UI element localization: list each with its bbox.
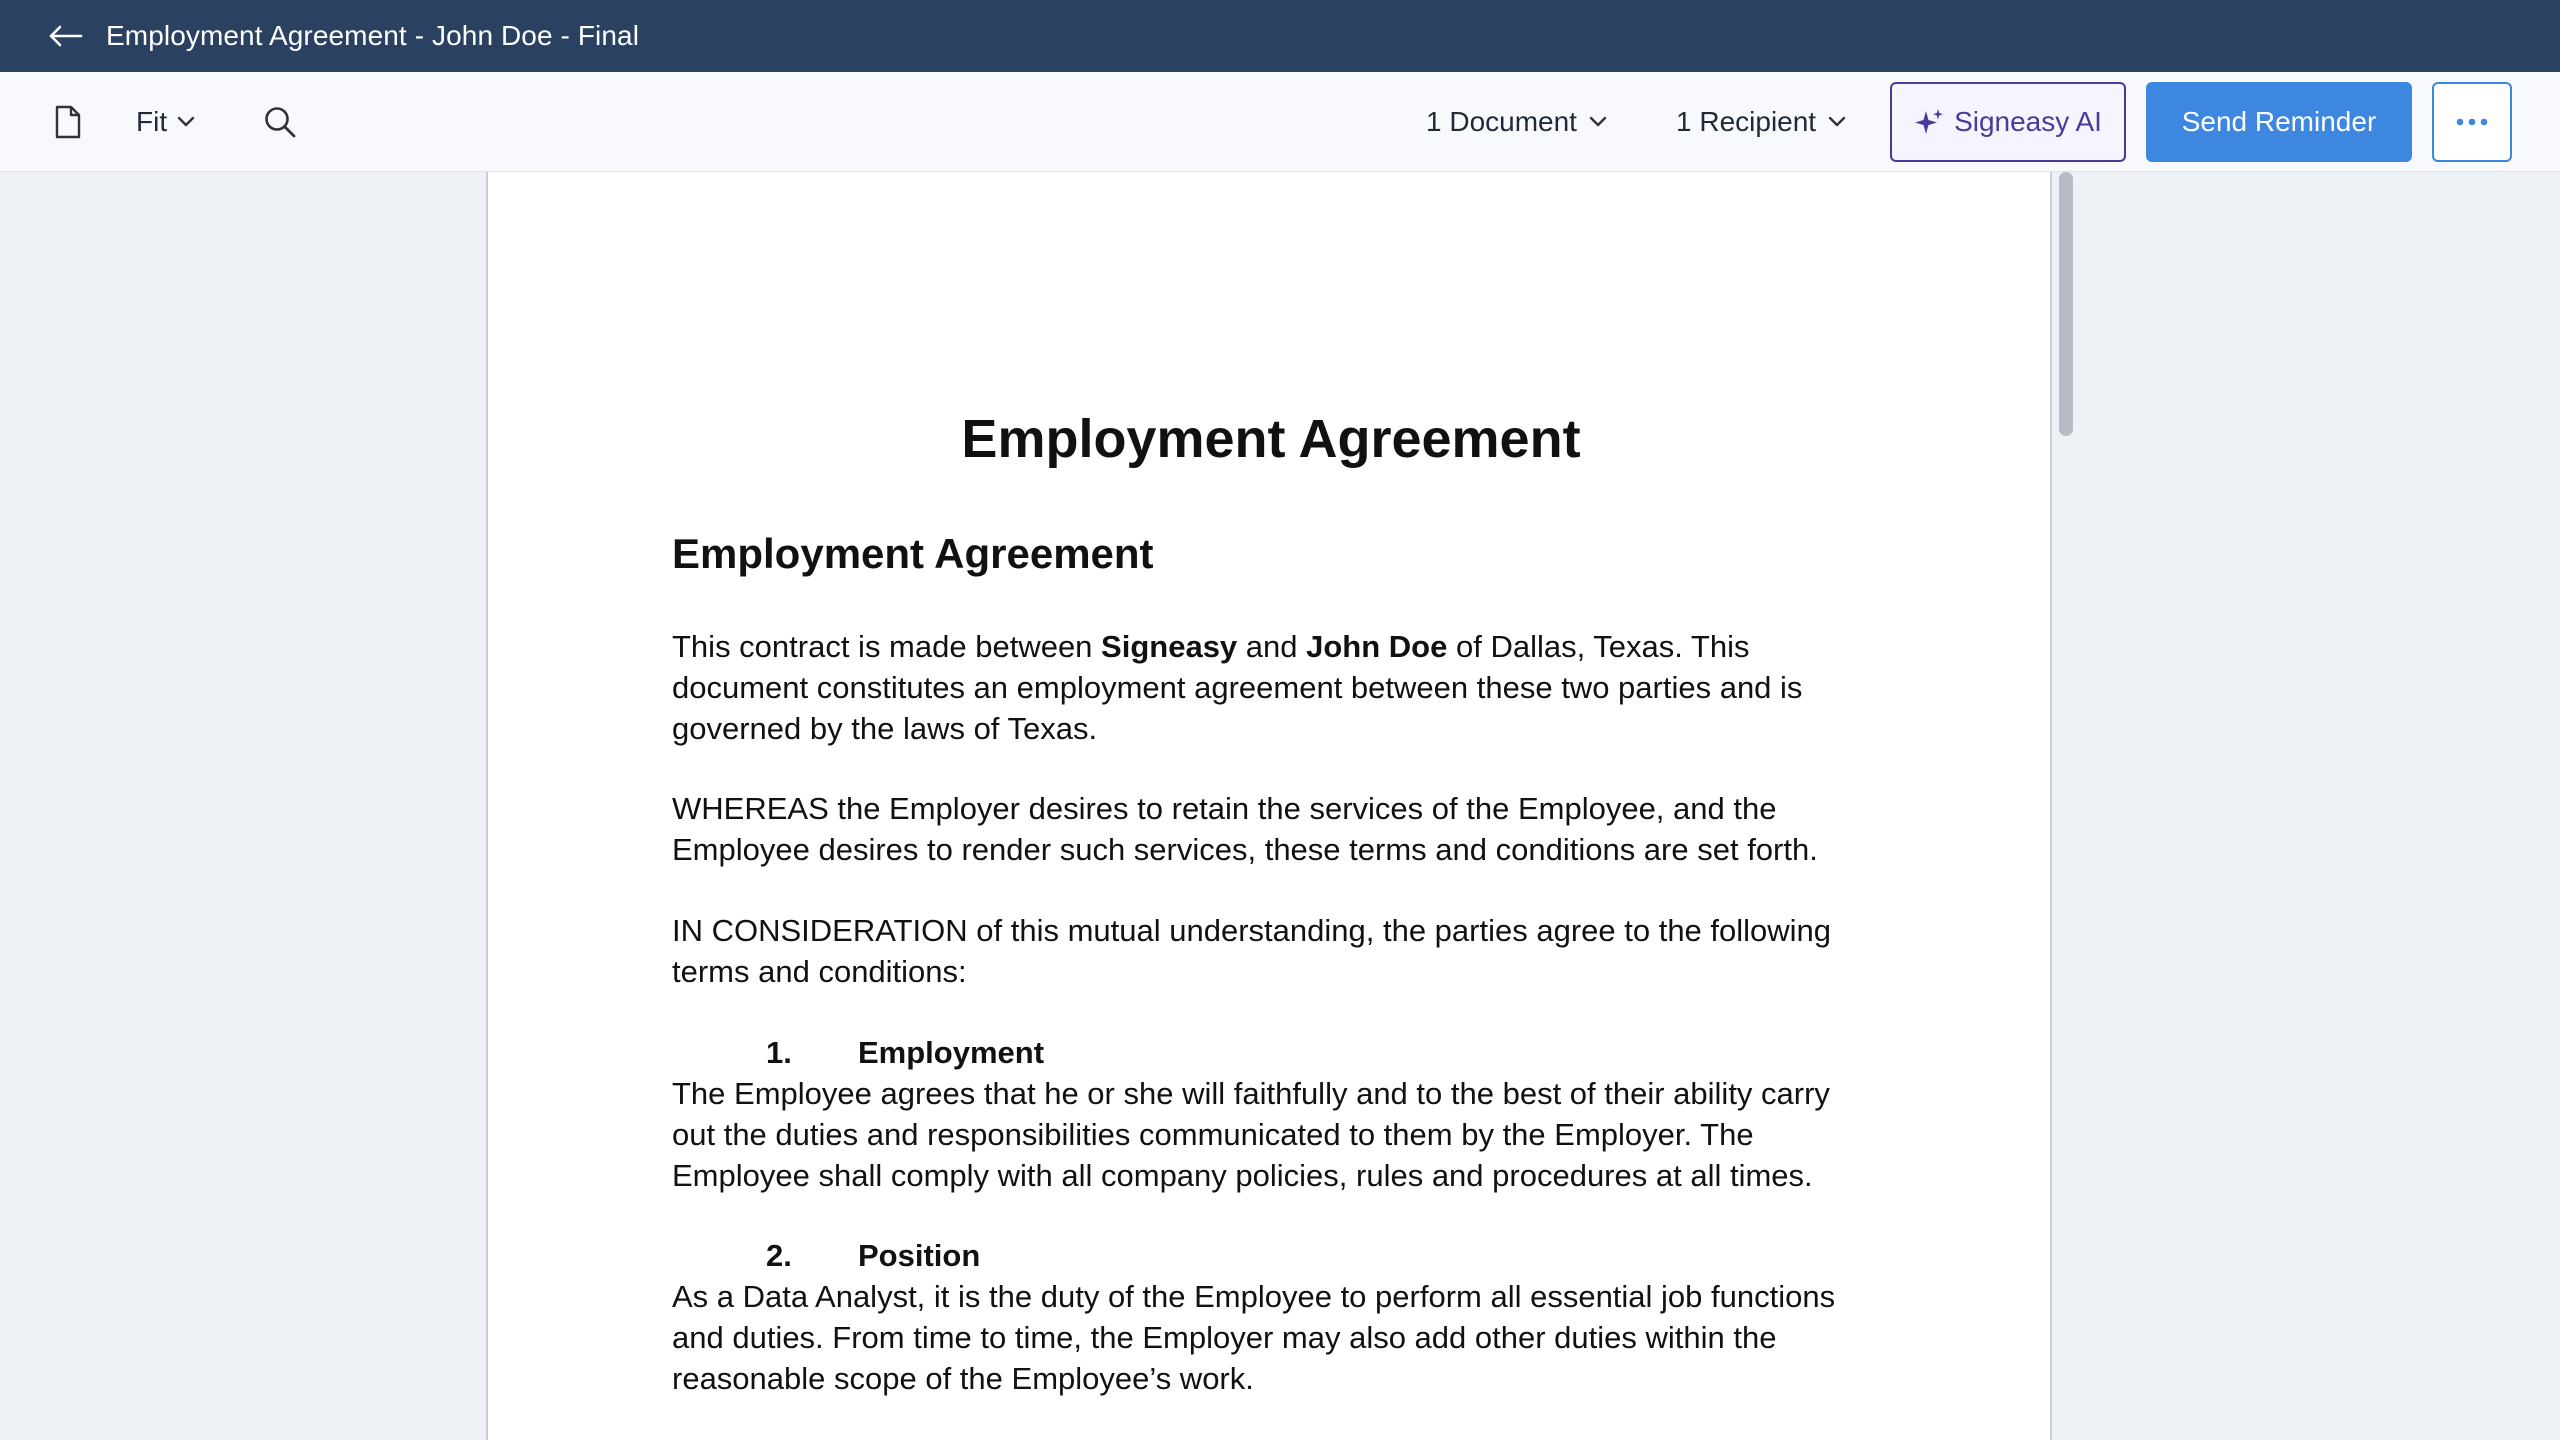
document-page (486, 172, 2052, 1440)
document-viewer[interactable] (0, 172, 2560, 1440)
recipients-label: 1 Recipient (1676, 106, 1817, 137)
title-bar (0, 0, 2560, 72)
signeasy-ai-label: Signeasy AI (1954, 106, 2102, 137)
scrollbar-thumb[interactable] (2059, 172, 2073, 436)
chevron-down-icon (1828, 116, 1846, 128)
section-title: Employment (858, 1035, 1045, 1070)
arrow-left-icon (49, 25, 83, 47)
intro-paragraph (672, 626, 1852, 749)
consideration-paragraph: IN CONSIDERATION of this mutual understanding, the parties agree to the following terms and conditions: (672, 913, 1832, 989)
search-icon (263, 105, 297, 139)
zoom-label: Fit (136, 106, 168, 137)
section-text: As a Data Analyst, it is the duty of the Employee to perform all essential job functions and duties. From time to time, the Employer may also add other duties within the reasonable scope of the Employee’s work. (672, 1279, 1836, 1396)
search-button[interactable] (260, 102, 300, 142)
section-number: 1. (766, 1035, 792, 1070)
more-horizontal-icon (2455, 118, 2489, 126)
document-thumbnails-button[interactable] (50, 102, 86, 142)
document-heading: Employment Agreement (672, 530, 1154, 577)
party-2: John Doe (1306, 629, 1448, 664)
send-reminder-label: Send Reminder (2181, 106, 2377, 137)
document-title: Employment Agreement (961, 409, 1581, 469)
toolbar (0, 72, 2560, 172)
back-button[interactable] (46, 16, 86, 56)
intro-text-1: This contract is made between (672, 629, 1102, 664)
window-title: Employment Agreement - John Doe - Final (106, 20, 640, 51)
chevron-down-icon (1589, 116, 1607, 128)
whereas-paragraph: WHEREAS the Employer desires to retain the services of the Employee, and the Employee desires to render such services, these terms and conditions are set forth. (672, 791, 1818, 867)
signeasy-ai-button[interactable] (1890, 82, 2126, 162)
documents-dropdown[interactable] (1426, 100, 1607, 144)
zoom-dropdown[interactable] (136, 100, 195, 144)
section-number: 2. (766, 1238, 792, 1273)
section-title: Position (858, 1238, 981, 1273)
party-1: Signeasy (1101, 629, 1238, 664)
document-icon (54, 105, 82, 139)
chevron-down-icon (177, 116, 195, 128)
recipients-dropdown[interactable] (1676, 100, 1846, 144)
more-options-button[interactable] (2432, 82, 2512, 162)
intro-text-2: and (1237, 629, 1307, 664)
send-reminder-button[interactable] (2146, 82, 2412, 162)
documents-label: 1 Document (1426, 106, 1577, 137)
section-text: The Employee agrees that he or she will faithfully and to the best of their ability carry out the duties and responsibilities communicated to them by the Employer. The Employee shall comply with all company policies, rules and procedures at all times. (672, 1076, 1830, 1193)
intro-text-3: of Dallas, Texas. This document constitutes an employment agreement between these two parties and is governed by the laws of Texas. (672, 629, 1803, 746)
sparkle-icon (1914, 107, 1944, 137)
